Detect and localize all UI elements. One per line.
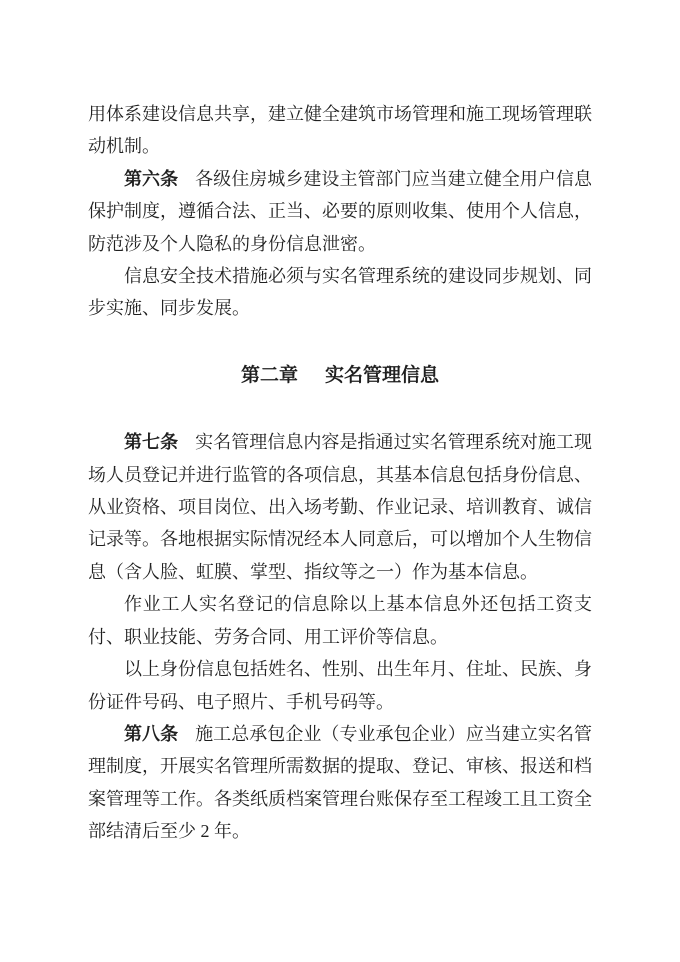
paragraph-text: 实名管理信息内容是指通过实名管理系统对施工现场人员登记并进行监管的各项信息，其基本信息包括身份信息、从业资格、项目岗位、出入场考勤、作业记录、培训教育、诚信记录等。各地根据实际情况经本人同意后，可以增加个人生物信息（含人脸、虹膜、掌型、指纹等之一）作为基本信息。 — [88, 432, 592, 582]
paragraph-text: 作业工人实名登记的信息除以上基本信息外还包括工资支付、职业技能、劳务合同、用工评价等信息。 — [88, 594, 592, 647]
paragraph — [88, 260, 592, 325]
article-number: 第六条 — [124, 168, 179, 189]
chapter-heading — [88, 360, 592, 392]
paragraph — [88, 718, 592, 848]
paragraph-text: 用体系建设信息共享，建立健全建筑市场管理和施工现场管理联动机制。 — [88, 104, 592, 157]
paragraph — [88, 588, 592, 653]
chapter-title: 实名管理信息 — [325, 364, 440, 386]
article-number: 第七条 — [124, 432, 179, 453]
paragraph — [88, 163, 592, 260]
paragraph — [88, 98, 592, 163]
paragraph-text: 以上身份信息包括姓名、性别、出生年月、住址、民族、身份证件号码、电子照片、手机号码等。 — [88, 659, 592, 712]
article-number: 第八条 — [124, 723, 179, 744]
paragraph — [88, 653, 592, 718]
paragraph — [88, 426, 592, 588]
chapter-number: 第二章 — [240, 364, 298, 386]
paragraph-text: 各级住房城乡建设主管部门应当建立健全用户信息保护制度，遵循合法、正当、必要的原则收集、使用个人信息，防范涉及个人隐私的身份信息泄密。 — [88, 168, 592, 254]
paragraph-text: 施工总承包企业（专业承包企业）应当建立实名管理制度，开展实名管理所需数据的提取、登记、审核、报送和档案管理等工作。各类纸质档案管理台账保存至工程竣工且工资全部结清后至少 2 年。 — [88, 723, 592, 842]
paragraph-text: 信息安全技术措施必须与实名管理系统的建设同步规划、同步实施、同步发展。 — [88, 266, 592, 319]
